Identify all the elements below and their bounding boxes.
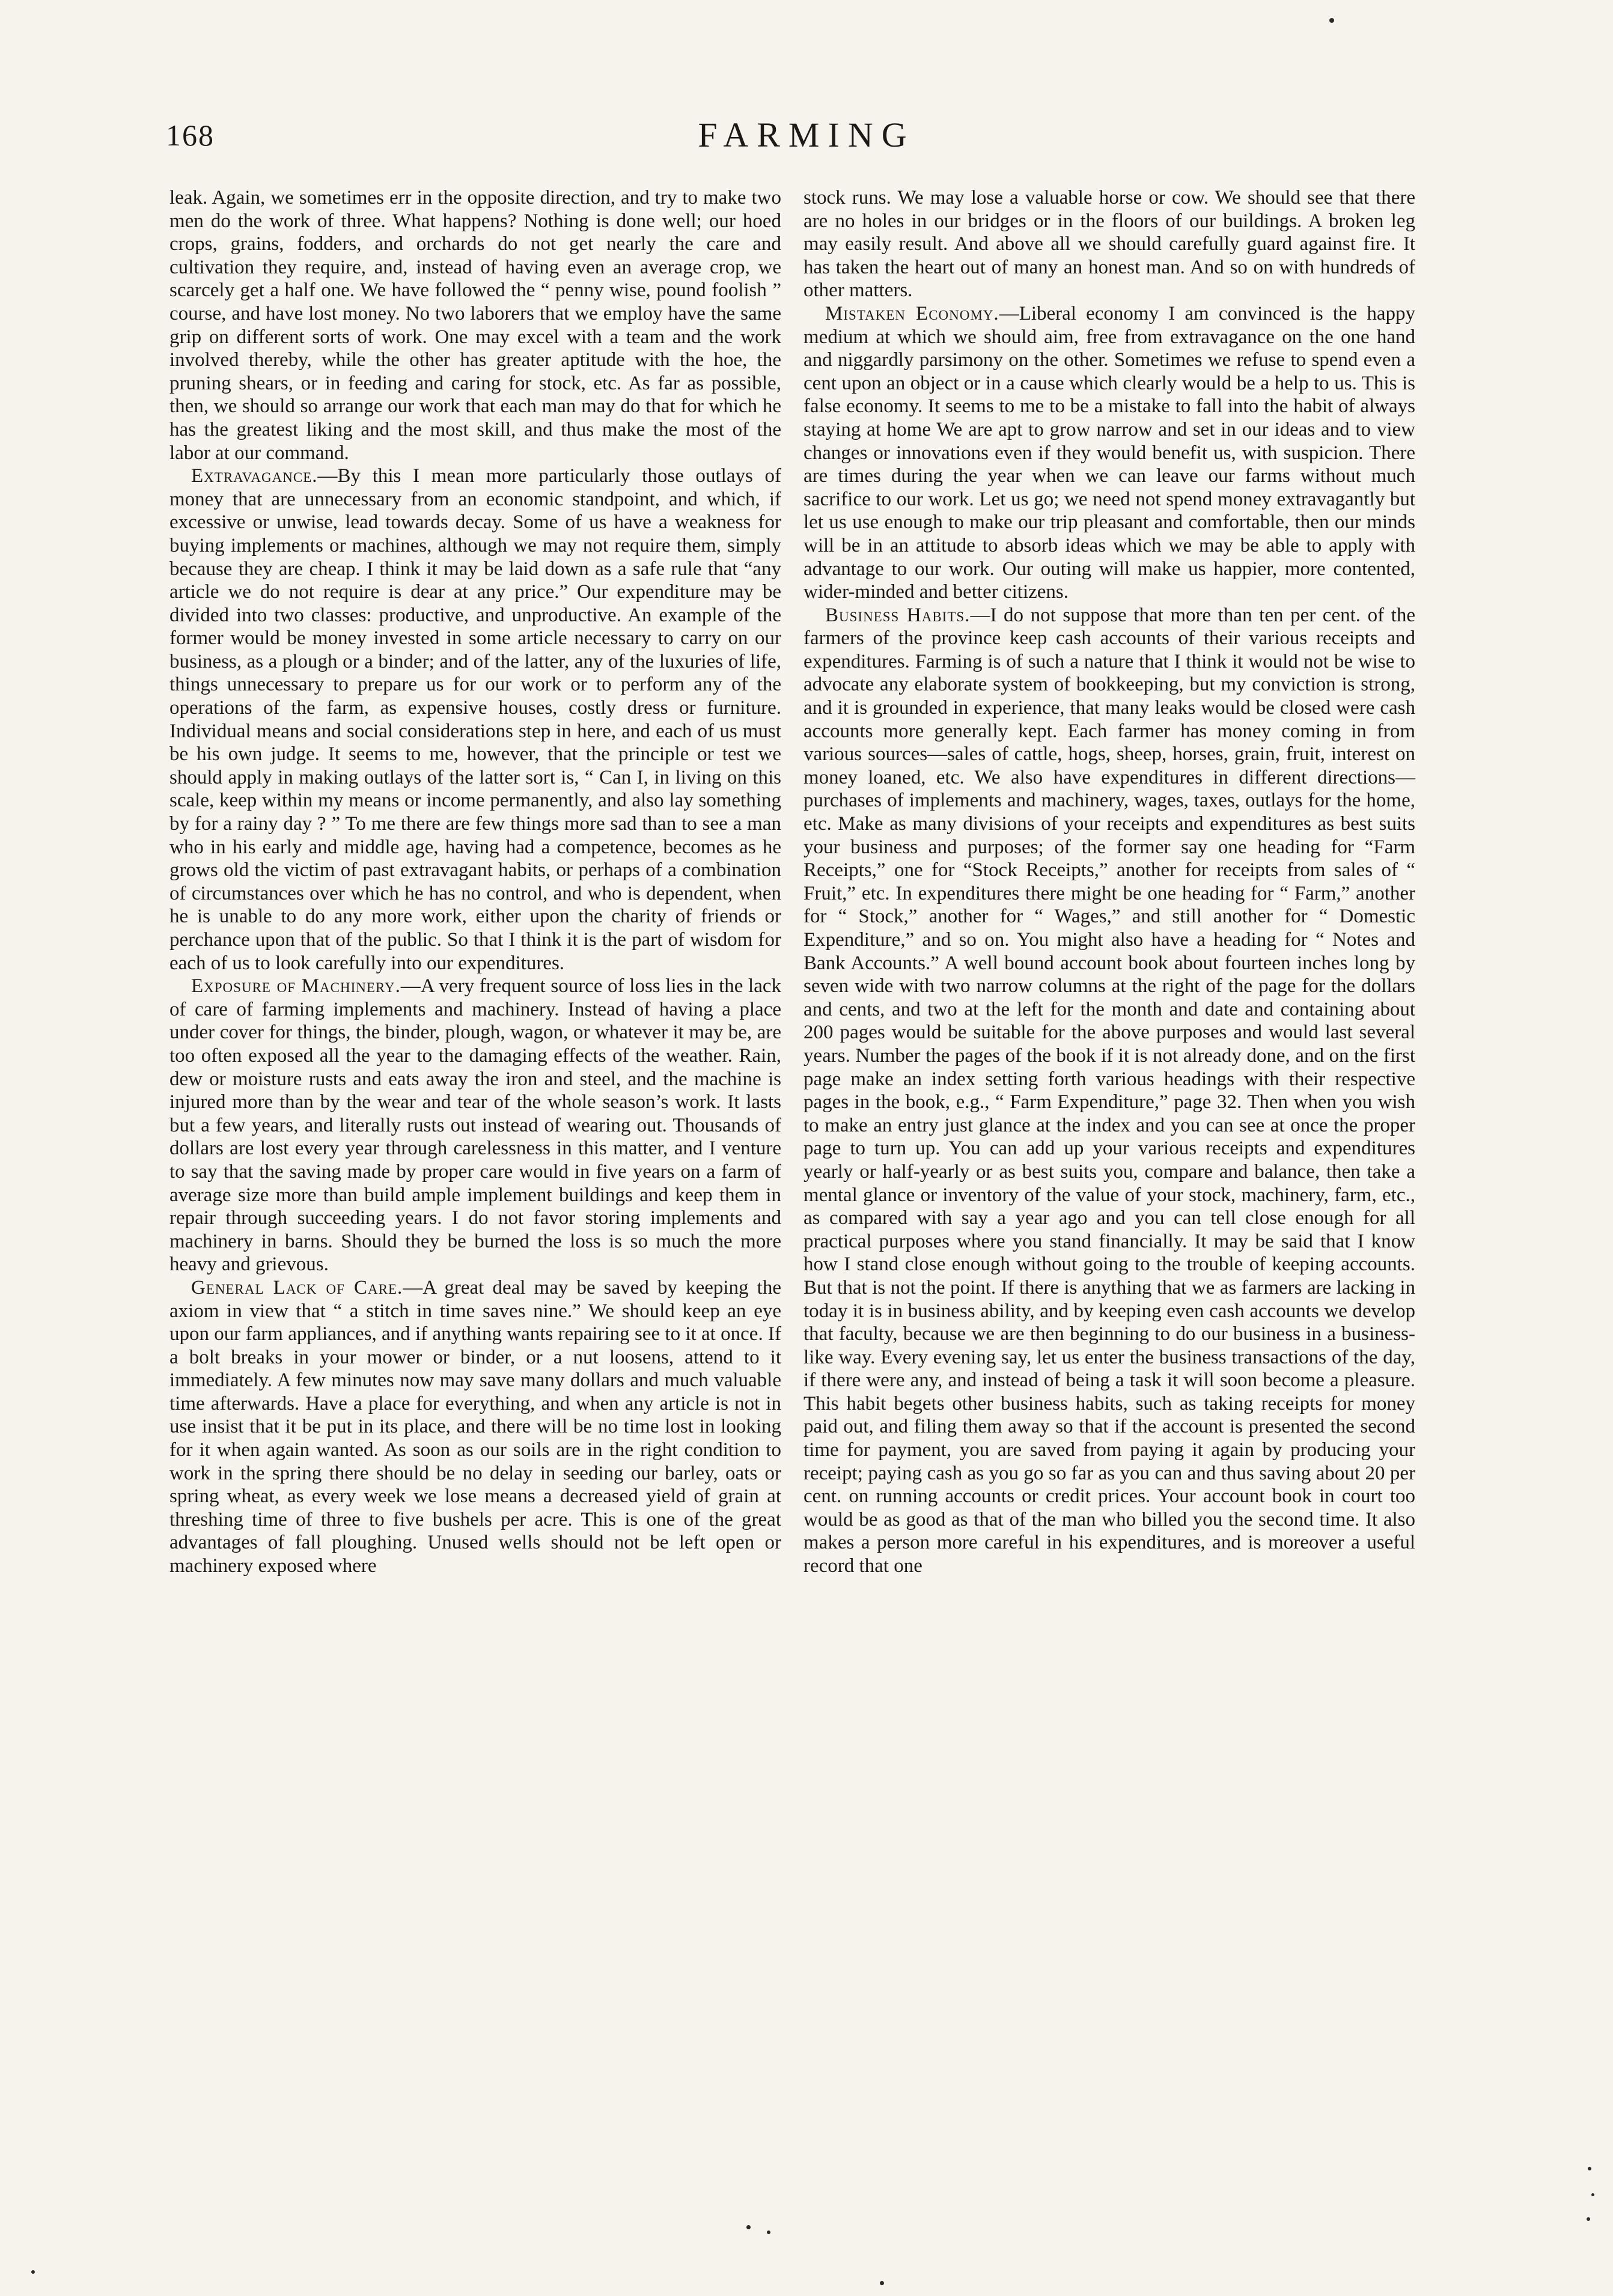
scan-speck — [880, 2281, 884, 2285]
paragraph-body: —Liberal economy I am convinced is the happy medium at which we should aim, free from extravagance on the one hand and niggardly parsimony on the other. Sometimes we refuse to spend even a cent upon an object or in a cause which clearly would be a help to us. This is false economy. It seems to me to be a mistake to fall into the habit of always staying at home We are apt to grow narrow and set in our ideas and to view changes or innovations even if they would benefit us, with suspicion. There are times during the year when we can leave our farms without much sacrifice to our work. Let us go; we need not spend money extravagantly but let us use enough to make our trip pleasant and comfortable, then our minds will be in an attitude to absorb ideas which we may be able to apply with advantage to our work. Our outing will make us happier, more contented, wider-minded and better citizens. — [803, 302, 1415, 603]
scan-speck — [1591, 2193, 1594, 2196]
section-heading-extravagance: Extravagance. — [191, 465, 318, 487]
paragraph-body: —By this I mean more particularly those outlays of money that are unnecessary from an economic standpoint, and which, if excessive or unwise, lead towards decay. Some of us have a weakness for buying implements or machines, although we may not require them, simply because they are cheap. I think it may be laid down as a safe rule that “any article we do not require is dear at any price.” Our expenditure may be divided into two classes: productive, and unproductive. An example of the former would be money invested in some article necessary to carry on our business, as a plough or a binder; and of the latter, any of the luxuries of life, things unnecessary to prepare us for our work or to perform any of the operations of the farm, as expensive houses, costly dress or furniture. Individual means and social considerations step in here, and each of us must be his own judge. It seems to me, however, that the principle or test we should apply in making outlays of the latter sort is, “ Can I, in living on this scale, keep within my means or income permanently, and also lay something by for a rainy day ? ” To me there are few things more sad than to see a man who in his early and middle age, having had a competence, becomes as he grows old the victim of past extravagant habits, or perhaps of a combination of circumstances over which he has no control, and who is dependent, when he is unable to do any more work, either upon the charity of friends or perchance upon that of the public. So that I think it is the part of wisdom for each of us to look carefully into our expenditures. — [169, 465, 781, 974]
section-heading-mistaken-economy: Mistaken Economy. — [825, 302, 999, 324]
scan-speck — [1329, 18, 1334, 23]
page-header — [0, 114, 1613, 162]
paragraph-body: stock runs. We may lose a valuable horse or cow. We should see that there are no holes in our bridges or in the floors of our buildings. A broken leg may easily result. And above all we should carefully guard against fire. It has taken the heart out of many an honest man. And so on with hundreds of other matters. — [803, 187, 1415, 302]
left-column — [169, 186, 781, 1578]
paragraph — [169, 1276, 781, 1578]
paragraph — [803, 604, 1415, 1578]
page-number: 168 — [166, 118, 215, 152]
right-column — [803, 186, 1415, 1578]
section-heading-exposure-of-machinery: Exposure of Machinery. — [191, 975, 401, 997]
scan-speck — [1587, 2217, 1590, 2221]
paragraph — [169, 186, 781, 464]
scan-speck — [767, 2231, 770, 2234]
paragraph-body: —A great deal may be saved by keeping the axiom in view that “ a stitch in time saves nine.” We should keep an eye upon our farm appliances, and if anything wants repairing see to it at once. If a bolt breaks in your mower or binder, or a nut loosens, attend to it immediately. A few minutes now may save many dollars and much valuable time afterwards. Have a place for everything, and when any article is not in use insist that it be put in its place, and there will be no time lost in looking for it when again wanted. As soon as our soils are in the right condition to work in the spring there should be no delay in seeding our barley, oats or spring wheat, as every week we lose means a decreased yield of grain at threshing time of three to five bushels per acre. This is one of the great advantages of fall ploughing. Unused wells should not be left open or machinery exposed where — [169, 1276, 781, 1577]
paragraph — [169, 975, 781, 1276]
running-title: FARMING — [698, 115, 915, 154]
scan-speck — [746, 2225, 751, 2229]
paragraph — [169, 464, 781, 975]
section-heading-general-lack-of-care: General Lack of Care. — [191, 1276, 403, 1299]
paragraph — [803, 186, 1415, 302]
paragraph-body: —A very frequent source of loss lies in the lack of care of farming implements and machinery. Instead of having a place under cover for things, the binder, plough, wagon, or whatever it may be, are too often exposed all the year to the damaging effects of the weather. Rain, dew or moisture rusts and eats away the iron and steel, and the machine is injured more than by the wear and tear of the whole season’s work. It lasts but a few years, and literally rusts out instead of wearing out. Thousands of dollars are lost every year through carelessness in this matter, and I venture to say that the saving made by proper care would in five years on a farm of average size more than build ample implement buildings and keep them in repair through succeeding years. I do not favor storing implements and machinery in barns. Should they be burned the loss is so much the more heavy and grievous. — [169, 975, 782, 1276]
section-heading-business-habits: Business Habits. — [825, 604, 971, 626]
paragraph — [803, 302, 1415, 604]
paragraph-body: —I do not suppose that more than ten per cent. of the farmers of the province keep cash accounts of their various receipts and expenditures. Farming is of such a nature that I think it would not be wise to advocate any elaborate system of bookkeeping, but my conviction is strong, and it is grounded in experience, that many leaks would be closed were cash accounts more generally kept. Each farmer has money coming in from various sources—sales of cattle, hogs, sheep, horses, grain, fruit, interest on money loaned, etc. We also have expenditures in different directions—purchases of implements and machinery, wages, taxes, outlays for the home, etc. Make as many divisions of your receipts and expenditures as best suits your business and purposes; of the former say one heading for “Farm Receipts,” one for “Stock Receipts,” another for receipts from sales of “ Fruit,” etc. In expenditures there might be one heading for “ Farm,” another for “ Stock,” another for “ Wages,” and still another for “ Domestic Expenditure,” and so on. You might also have a heading for “ Notes and Bank Accounts.” A well bound account book about fourteen inches long by seven wide with two narrow columns at the right of the page for the dollars and cents, and two at the left for the month and date and containing about 200 pages would be suitable for the above purposes and would last several years. Number the pages of the book if it is not already done, and on the first page make an index setting forth various headings with their respective pages in the book, e.g., “ Farm Expenditure,” page 32. Then when you wish to make an entry just glance at the index and you can see at once the proper page to turn up. You can add up your various receipts and expenditures yearly or half-yearly or as best suits you, compare and balance, then take a mental glance or inventory of the value of your stock, machinery, farm, etc., as compared with say a year ago and you can tell close enough for all practical purposes where you stand financially. It may be said that I know how I stand close enough without going to the trouble of keeping accounts. But that is not the point. If there is anything that we as farmers are lacking in today it is in business ability, and by keeping even cash accounts we develop that faculty, because we are then beginning to do our business in a business-like way. Every evening say, let us enter the business transactions of the day, if there were any, and instead of being a task it will soon become a pleasure. This habit begets other business habits, such as taking receipts for money paid out, and filing them away so that if the account is presented the second time for payment, you are saved from paying it again by producing your receipt; paying cash as you go so far as you can and thus saving about 20 per cent. on running accounts or credit prices. Your account book in court too would be as good as that of the man who billed you the second time. It also makes a person more careful in his expenditures, and is moreover a useful record that one — [803, 604, 1415, 1577]
paragraph-body: leak. Again, we sometimes err in the opposite direction, and try to make two men do the work of three. What happens? Nothing is done well; our hoed crops, grains, fodders, and orchards do not get nearly the care and cultivation they require, and, instead of having even an average crop, we scarcely get a half one. We have followed the “ penny wise, pound foolish ” course, and have lost money. No two laborers that we employ have the same grip on different sorts of work. One may excel with a team and the work involved thereby, while the other has greater aptitude with the hoe, the pruning shears, or in feeding and caring for stock, etc. As far as possible, then, we should so arrange our work that each man may do that for which he has the greatest liking and the most skill, and thus make the most of the labor at our command. — [169, 187, 781, 464]
scan-speck — [31, 2270, 35, 2274]
scan-speck — [1588, 2167, 1591, 2170]
